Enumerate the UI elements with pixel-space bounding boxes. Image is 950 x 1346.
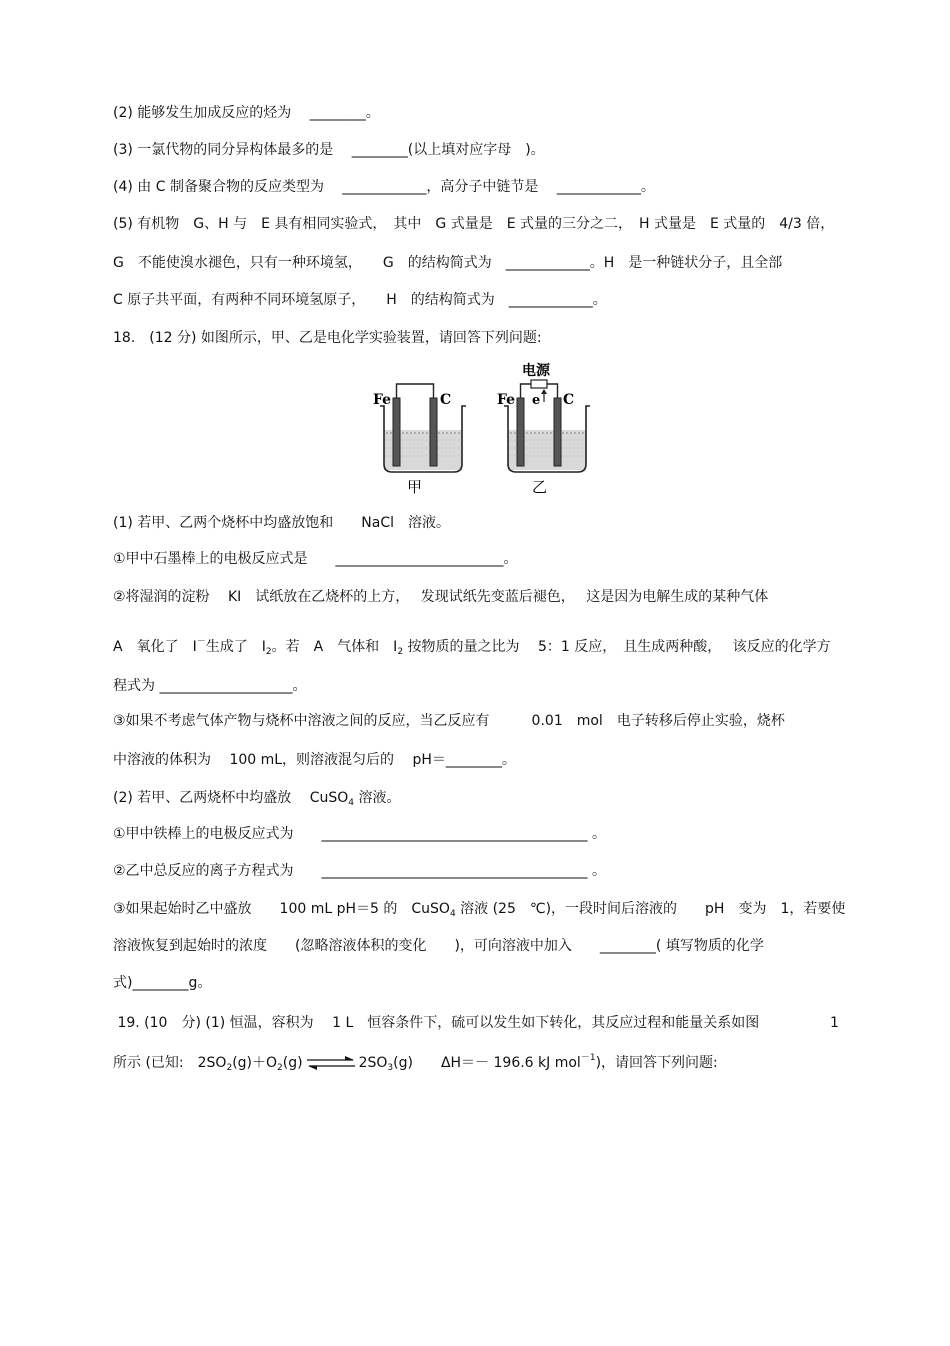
q17-part3: (3) 一氯代物的同分异构体最多的是 ________(以上填对应字母 )。	[113, 142, 545, 158]
q18-part1: (1) 若甲、乙两个烧杯中均盛放饱和 NaCl 溶液。	[113, 515, 450, 531]
q17-part2: (2) 能够发生加成反应的烃为 ________。	[113, 105, 380, 121]
q19-figure-number: 1	[830, 1015, 839, 1031]
electrochem-apparatus-figure	[360, 360, 600, 500]
q19-heading: 19. (10 分) (1) 恒温，容积为 1 L 恒容条件下，硫可以发生如下转化，其反应过程和能量关系如图	[113, 1015, 760, 1031]
power-source-icon	[531, 380, 547, 388]
beaker-yi	[497, 362, 590, 496]
q19-reaction-line: 所示 (已知: $2SO_2(g)+O_2(g)$ $2SO_3(g)$ ΔH＝－ 196.6 kJ mol$^{-1}$)，请回答下列问题:	[113, 1053, 718, 1073]
q18-part2-q2: ②乙中总反应的离子方程式为 ______________________________________ 。	[113, 863, 607, 879]
caption-jia: 甲	[407, 478, 423, 496]
reversible-arrow-icon	[305, 1056, 357, 1070]
q18-part2-q3-line3: 式)________g。	[113, 975, 212, 991]
q18-part1-q2-line1: ②将湿润的淀粉 KI 试纸放在乙烧杯的上方， 发现试纸先变蓝后褪色， 这是因为电解生成的某种气体	[113, 589, 769, 605]
q18-part1-q2-line2: A 氧化了 I－生成了 $I_2$。若 A 气体和 $I_2$ 按物质的量之比为 5：1 反应， 且生成两种酸， 该反应的化学方	[113, 637, 831, 657]
q17-part4: (4) 由 C 制备聚合物的反应类型为 ____________，高分子中链节是 ____________。	[113, 179, 655, 195]
q17-part5-line2: G 不能使溴水褪色，只有一种环境氢， G 的结构简式为 ____________。H 是一种链状分子，且全部	[113, 255, 783, 271]
electron-label: e	[532, 393, 541, 408]
fe-electrode-label-yi: Fe	[497, 392, 516, 408]
caption-yi: 乙	[532, 478, 548, 496]
q18-part2-q1: ①甲中铁棒上的电极反应式为 ______________________________________ 。	[113, 826, 607, 842]
q18-part2-q3-line1: ③如果起始时乙中盛放 100 mL pH＝5 的 CuSO$_4$ 溶液 (25 ℃)，一段时间后溶液的 pH 变为 1，若要使	[113, 901, 846, 919]
c-electrode-label-yi: C	[563, 392, 575, 408]
q18-part1-q2-line3: 程式为 ___________________。	[113, 678, 307, 694]
q18-heading: 18. (12 分) 如图所示，甲、乙是电化学实验装置，请回答下列问题:	[113, 330, 542, 346]
q18-part1-q3-line2: 中溶液的体积为 100 mL，则溶液混匀后的 pH＝________。	[113, 752, 516, 768]
q17-part5-line1: (5) 有机物 G、H 与 E 具有相同实验式， 其中 G 式量是 E 式量的三分之二， H 式量是 E 式量的 4/3 倍，	[113, 216, 835, 232]
fe-electrode-label-jia: Fe	[373, 392, 392, 408]
power-source-label: 电源	[522, 363, 550, 379]
c-electrode-label-jia: C	[440, 392, 452, 408]
q17-part5-line3: C 原子共平面，有两种不同环境氢原子， H 的结构简式为 ____________。	[113, 292, 607, 308]
beaker-jia	[373, 384, 466, 496]
q18-part2: (2) 若甲、乙两烧杯中均盛放 CuSO$_4$ 溶液。	[113, 790, 401, 808]
q18-part1-q3-line1: ③如果不考虑气体产物与烧杯中溶液之间的反应，当乙反应有 0.01 mol 电子转移后停止实验，烧杯	[113, 713, 785, 729]
q18-part2-q3-line2: 溶液恢复到起始时的浓度 (忽略溶液体积的变化 )，可向溶液中加入 ________( 填写物质的化学	[113, 938, 764, 954]
q18-part1-q1: ①甲中石墨棒上的电极反应式是 ________________________。	[113, 551, 518, 567]
